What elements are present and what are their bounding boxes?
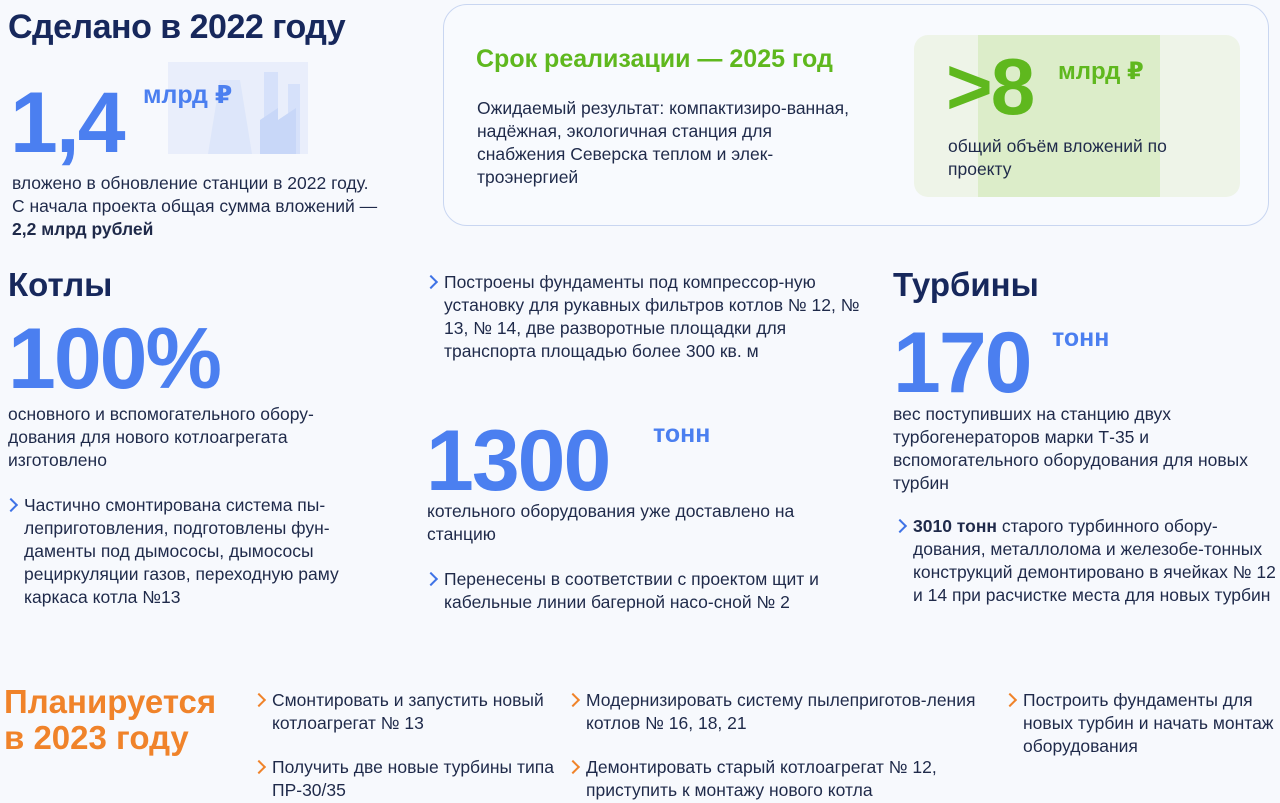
plan-item-3 xyxy=(568,689,986,735)
chevron-right-icon xyxy=(424,275,438,289)
plan-item-text: Построить фундаменты для новых турбин и начать монтаж оборудования xyxy=(1023,690,1274,756)
dismantled-bullet-text: старого турбинного обору-дования, металлолома и железобе-тонных конструкций демонтировано в ячейках № 12 и 14 при расчистке места для новых турбин xyxy=(913,516,1276,605)
total-investment-unit: млрд ₽ xyxy=(1058,58,1144,85)
section-title-boilers: Котлы xyxy=(8,266,113,303)
section-title-turbines: Турбины xyxy=(893,266,1039,303)
chevron-right-icon xyxy=(1003,693,1017,707)
plan-item-2 xyxy=(254,756,562,802)
invested-total-bold: 2,2 млрд рублей xyxy=(12,219,154,239)
chevron-right-icon xyxy=(252,693,266,707)
deadline-title: Срок реализации — 2025 год xyxy=(476,45,833,73)
plan-title-line2: в 2023 году xyxy=(4,719,189,756)
chevron-right-icon xyxy=(893,519,907,533)
turbines-description: вес поступивших на станцию двух турбогенераторов марки Т-35 и вспомогательного оборудования для новых турбин xyxy=(893,404,1248,493)
plan-item-5 xyxy=(1005,689,1280,758)
cables-bullet-text: Перенесены в соответствии с проектом щит и кабельные линии багерной насо-сной № 2 xyxy=(444,569,819,612)
chevron-right-icon xyxy=(566,760,580,774)
deadline-text: Ожидаемый результат: компактизиро-ванная, надёжная, экологичная станция для снабжения Северска теплом и элек-троэнергией xyxy=(477,98,849,187)
chevron-right-icon xyxy=(252,760,266,774)
plan-title-line1: Планируется xyxy=(4,683,217,720)
total-investment-value: >8 xyxy=(946,42,1034,131)
section-title-plan-2023 xyxy=(4,684,216,756)
section-title-made-2022: Сделано в 2022 году xyxy=(8,8,346,46)
chevron-right-icon xyxy=(424,572,438,586)
dismantled-bullet-bold: 3010 тонн xyxy=(913,516,997,536)
invested-2022-unit: млрд ₽ xyxy=(143,81,233,109)
foundations-bullet xyxy=(426,271,864,363)
cables-bullet xyxy=(426,568,844,614)
chevron-right-icon xyxy=(566,693,580,707)
plan-item-text: Демонтировать старый котлоагрегат № 12, приступить к монтажу нового котла xyxy=(586,757,937,800)
chevron-right-icon xyxy=(4,498,18,512)
dismantled-bullet xyxy=(895,515,1280,607)
plan-item-text: Получить две новые турбины типа ПР-30/35 xyxy=(272,757,554,800)
delivered-equipment-unit: тонн xyxy=(653,420,711,448)
boilers-bullet xyxy=(6,494,394,609)
total-investment-panel xyxy=(914,35,1240,197)
plan-item-4 xyxy=(568,756,1006,802)
invested-2022-desc-plain: вложено в обновление станции в 2022 году. С начала проекта общая сумма вложений — xyxy=(12,173,378,216)
boilers-percent-value: 100% xyxy=(8,311,220,407)
turbines-weight-value: 170 xyxy=(893,315,1031,411)
foundations-bullet-text: Построены фундаменты под компрессор-ную установку для рукавных фильтров котлов № 12, № 13, № 14, две разворотные площадки для транспорта площадью более 300 кв. м xyxy=(444,272,860,361)
invested-2022-description xyxy=(12,172,382,241)
deadline-card xyxy=(443,4,1269,226)
plan-item-text: Смонтировать и запустить новый котлоагрегат № 13 xyxy=(272,690,544,733)
boilers-description: основного и вспомогательного обору-дования для нового котлоагрегата изготовлено xyxy=(8,404,314,470)
plan-item-text: Модернизировать систему пылеприготов-ления котлов № 16, 18, 21 xyxy=(586,690,976,733)
delivered-equipment-desc: котельного оборудования уже доставлено на станцию xyxy=(427,501,795,544)
boilers-bullet-text: Частично смонтирована система пы-леприготовления, подготовлены фун-даменты под дымососы, дымососы рециркуляции газов, переходную раму каркаса котла №13 xyxy=(24,495,339,607)
plan-item-1 xyxy=(254,689,562,735)
delivered-equipment-value: 1300 xyxy=(426,413,610,509)
invested-2022-value: 1,4 xyxy=(10,75,124,171)
total-investment-desc: общий объём вложений по проекту xyxy=(948,136,1167,179)
turbines-weight-unit: тонн xyxy=(1052,324,1110,352)
